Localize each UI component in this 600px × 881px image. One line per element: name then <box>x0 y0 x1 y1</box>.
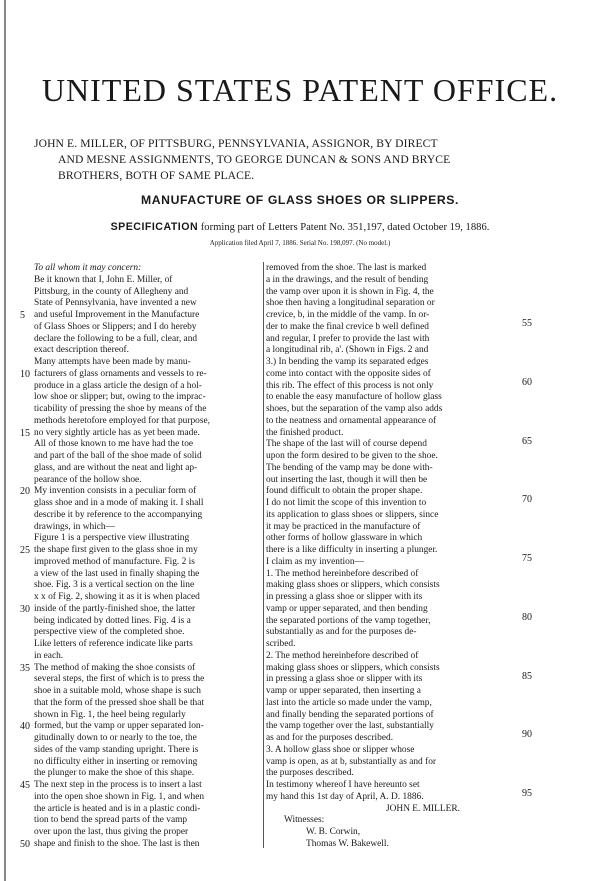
text-line: Thomas W. Bakewell. <box>306 838 389 849</box>
text-line: removed from the shoe. The last is marked <box>266 263 427 273</box>
text-line: inside of the partly-finished shoe, the latter <box>34 603 196 614</box>
line-number: 5 <box>20 310 25 321</box>
text-line: perspective view of the completed shoe. <box>34 627 185 638</box>
text-line: no very sightly article has as yet been made. <box>34 427 200 438</box>
text-line: methods heretofore employed for that purpose, <box>34 415 210 426</box>
text-line: over upon the last, thus giving the proper <box>34 827 189 837</box>
column-divider <box>263 262 264 848</box>
line-number: 85 <box>522 670 532 682</box>
text-line: shoe then having a longitudinal separation or <box>266 298 435 309</box>
text-line: a view of the last used in finally shaping the <box>34 568 200 579</box>
text-line: making glass shoes or slippers, which consists <box>266 580 440 591</box>
text-line: its application to glass shoes or slippers, since <box>266 509 439 520</box>
text-line: to enable the easy manufacture of hollow glass <box>266 392 442 403</box>
text-line: describe it by reference to the accompanying <box>34 509 203 520</box>
text-line: produce in a glass article the design of a hol- <box>34 380 202 391</box>
line-number: 65 <box>522 435 532 447</box>
text-line: The shape of the last will of course depend <box>266 439 427 450</box>
text-line: the plunger to make the shoe of this shape. <box>34 768 195 779</box>
line-number: 35 <box>20 662 30 674</box>
text-line: Pittsburg, in the county of Allegheny and <box>34 286 189 297</box>
text-line: drawings, in which— <box>34 521 115 532</box>
text-line: 3.) In bending the vamp its separated edges <box>266 357 429 367</box>
text-line: shoe. Fig. 3 is a vertical section on the line <box>34 580 195 591</box>
text-line: tion to bend the spread parts of the vamp <box>34 815 188 826</box>
line-number: 50 <box>20 838 30 850</box>
line-number: 90 <box>522 729 532 741</box>
text-line: crevice, b, in the middle of the vamp. In or- <box>266 310 430 320</box>
text-line: the vamp over upon it is shown in Fig. 4, the <box>266 286 434 297</box>
text-line: last into the article so made under the vamp, <box>266 697 432 708</box>
text-line: a in the drawings, and the result of bending <box>266 274 429 285</box>
page-edge <box>4 0 6 881</box>
text-line: x x of Fig. 2, showing it as it is when placed <box>34 592 200 602</box>
text-line: 3. A hollow glass shoe or slipper whose <box>266 744 415 755</box>
text-line: scribed. <box>266 639 296 649</box>
specification-line <box>0 221 600 233</box>
text-line: shown in Fig. 1, the heel being regularly <box>34 709 186 720</box>
text-line: no difficulty either in inserting or removing <box>34 756 198 767</box>
text-line: Many attempts have been made by manu- <box>34 357 191 367</box>
text-line: the vamp together over the last, substantially <box>266 721 434 732</box>
text-line: vamp or upper separated, and then bending <box>266 603 428 614</box>
line-number: 20 <box>20 486 30 498</box>
text-line: pearance of the hollow shoe. <box>34 474 142 485</box>
text-line: of Glass Shoes or Slippers; and I do hereby <box>34 321 197 332</box>
text-line: come into contact with the opposite sides of <box>266 368 431 379</box>
office-title: UNITED STATES PATENT OFFICE. <box>41 72 559 108</box>
text-line: it may be practiced in the manufacture of <box>266 521 421 532</box>
specification-label: SPECIFICATION <box>110 221 199 233</box>
text-line: ticability of pressing the shoe by means of the <box>34 404 207 414</box>
text-line: in pressing a glass shoe or slipper with its <box>266 674 423 685</box>
text-line: found difficult to obtain the proper shape. <box>266 486 423 497</box>
text-line: JOHN E. MILLER. <box>386 803 460 814</box>
text-line: this rib. The effect of this process is not only <box>266 380 434 391</box>
text-line: and useful Improvement in the Manufacture <box>34 310 200 320</box>
assignor-block <box>34 136 554 184</box>
text-line: The bending of the vamp may be done with- <box>266 462 433 473</box>
text-line: other forms of hollow glassware in which <box>266 533 423 544</box>
text-line: there is a like difficulty in inserting a plunger. <box>266 545 438 555</box>
text-line: The method of making the shoe consists of <box>34 662 196 673</box>
text-line: the article is heated and is in a plastic condi- <box>34 803 201 814</box>
text-line: being indicated by dotted lines. Fig. 4 is a <box>34 615 191 626</box>
text-line: into the open shoe shown in Fig. 1, and when <box>34 791 205 802</box>
text-line: 1. The method hereinbefore described of <box>266 568 419 579</box>
text-line: my hand this 1st day of April, A. D. 1886. <box>266 791 424 802</box>
text-line: as and for the purposes described. <box>266 733 394 743</box>
text-line: shape and finish to the shoe. The last is then <box>34 838 200 849</box>
line-number: 10 <box>20 368 30 380</box>
line-number: 70 <box>522 494 532 506</box>
text-line: a longitudinal rib, a'. (Shown in Figs. 2 and <box>266 345 429 356</box>
text-line: in pressing a glass shoe or slipper with its <box>266 592 423 602</box>
text-line: several steps, the first of which is to press the <box>34 674 205 685</box>
text-line: improved method of manufacture. Fig. 2 is <box>34 556 195 567</box>
text-line: and part of the ball of the shoe made of solid <box>34 451 202 461</box>
text-line: glass shoe and in a mode of making it. I shall <box>34 498 204 508</box>
line-number: 80 <box>522 611 532 623</box>
text-line: The next step in the process is to insert a last <box>34 780 202 790</box>
line-number: 55 <box>522 318 532 329</box>
text-line: Figure 1 is a perspective view illustrating <box>34 533 190 544</box>
text-line: facturers of glass ornaments and vessels to re- <box>34 368 207 379</box>
right-column <box>266 263 516 851</box>
text-line: glass, and are without the neat and light ap- <box>34 462 198 473</box>
text-line: shoe in a suitable mold, whose shape is such <box>34 686 201 696</box>
text-line: I claim as my invention— <box>266 556 364 567</box>
application-line: Application filed April 7, 1886. Serial No. 198,097. (No model.) <box>209 239 391 247</box>
line-number: 95 <box>522 788 532 799</box>
text-line: making glass shoes or slippers, which consists <box>266 662 440 673</box>
text-line: Witnesses: <box>284 815 325 826</box>
text-line: and regular, I prefer to provide the last with <box>266 333 430 344</box>
text-line: vamp is open, as at b, substantially as and for <box>266 756 437 767</box>
text-line: In testimony whereof I have hereunto set <box>266 780 420 790</box>
text-line: 2. The method hereinbefore described of <box>266 650 419 661</box>
line-number: 15 <box>20 427 30 439</box>
line-number: 60 <box>522 376 532 388</box>
left-column <box>34 263 260 851</box>
specification-text: forming part of Letters Patent No. 351,197, dated October 19, 1886. <box>200 222 490 233</box>
text-line: in each. <box>34 650 64 661</box>
text-line: W. B. Corwin, <box>306 827 361 837</box>
text-line: shoes, but the separation of the vamp also adds <box>266 404 443 414</box>
text-line: to the neatness and ornamental appearance of <box>266 415 437 426</box>
text-line: All of those known to me have had the toe <box>34 439 194 450</box>
text-line: substantially as and for the purposes de- <box>266 627 417 638</box>
manufacture-title: MANUFACTURE OF GLASS SHOES OR SLIPPERS. <box>141 193 459 207</box>
text-line: that the form of the pressed shoe shall be that <box>34 697 205 708</box>
assignor-line: JOHN E. MILLER, OF PITTSBURG, PENNSYLVANIA, ASSIGNOR, BY DIRECT <box>34 137 438 150</box>
line-number: 75 <box>522 553 532 564</box>
line-number: 45 <box>20 780 30 791</box>
assignor-line: BROTHERS, BOTH OF SAME PLACE. <box>58 169 255 182</box>
text-line: vamp or upper separated, then inserting a <box>266 686 421 696</box>
text-line: upon the form desired to be given to the shoe. <box>266 451 438 461</box>
text-line: I do not limit the scope of this invention to <box>266 498 427 508</box>
assignor-line: AND MESNE ASSIGNMENTS, TO GEORGE DUNCAN & SONS AND BRYCE <box>58 153 451 166</box>
text-line: the shape first given to the glass shoe in my <box>34 545 198 555</box>
text-line: the separated portions of the vamp together, <box>266 615 431 626</box>
text-line: Be it known that I, John E. Miller, of <box>34 274 173 285</box>
text-line: sides of the vamp standing upright. There is <box>34 744 199 755</box>
text-line: out inserting the last, though it will then be <box>266 474 428 485</box>
text-line: exact description thereof. <box>34 345 130 356</box>
text-line: low shoe or slipper; but, owing to the imprac- <box>34 392 206 403</box>
text-line: gitudinally down to or nearly to the toe, the <box>34 733 197 743</box>
text-line: State of Pennsylvania, have invented a new <box>34 298 197 309</box>
text-line: formed, but the vamp or upper separated lon- <box>34 721 204 732</box>
text-line: and finally bending the separated portions of <box>266 709 434 720</box>
line-number: 25 <box>20 545 30 556</box>
text-line: declare the following to be a full, clear, and <box>34 333 198 344</box>
text-line: der to make the final crevice b well defined <box>266 321 429 332</box>
text-line: the finished product. <box>266 427 344 438</box>
text-line: Like letters of reference indicate like parts <box>34 639 193 649</box>
text-line: My invention consists in a peculiar form of <box>34 486 197 497</box>
text-line: To all whom it may concern: <box>34 263 142 273</box>
line-number: 30 <box>20 603 30 615</box>
text-line: the purposes described. <box>266 768 354 779</box>
line-number: 40 <box>20 721 30 733</box>
